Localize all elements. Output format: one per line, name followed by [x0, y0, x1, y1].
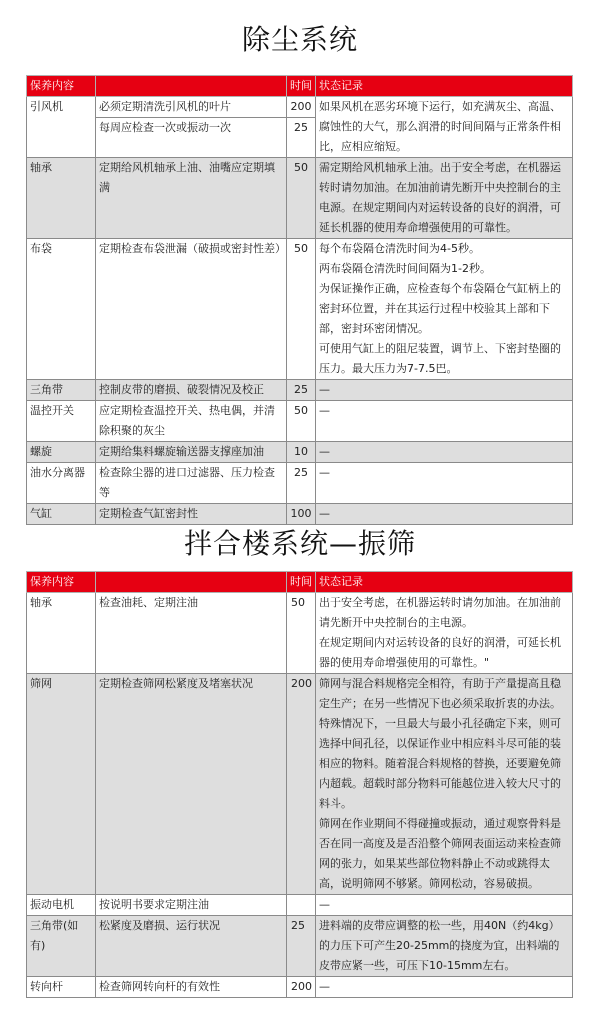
table-row	[27, 916, 573, 977]
time-cell: 200	[287, 97, 316, 118]
time-cell: 50	[287, 158, 316, 239]
record-cell: 需定期给风机轴承上油。出于安全考虑，在机器运转时请勿加油。在加油前请先断开中央控制台的主电源。在规定期间内对运转设备的良好的润滑，可延长机器的使用寿命增强使用的可靠性。	[316, 158, 573, 239]
record-line: 在规定期间内对运转设备的良好的润滑，可延长机器的使用寿命增强使用的可靠性。"	[319, 636, 561, 669]
time-cell	[287, 895, 316, 916]
table-row	[27, 977, 573, 998]
task-cell: 必须定期清洗引风机的叶片	[96, 97, 287, 118]
time-cell: 100	[287, 504, 316, 525]
item-cell: 三角带(如有)	[27, 916, 96, 977]
record-cell: —	[316, 895, 573, 916]
item-cell: 引风机	[27, 97, 96, 158]
table-row	[27, 158, 573, 239]
item-cell: 筛网	[27, 674, 96, 895]
dust-system-table	[26, 75, 573, 525]
table-row	[27, 97, 573, 118]
task-cell: 应定期检查温控开关、热电偶，并清除积聚的灰尘	[96, 401, 287, 442]
time-cell: 25	[287, 916, 316, 977]
time-cell: 25	[287, 380, 316, 401]
header-time: 时间	[287, 76, 316, 97]
section-title-dust: 除尘系统	[241, 23, 358, 56]
record-cell	[316, 674, 573, 895]
item-cell: 三角带	[27, 380, 96, 401]
table-header	[27, 76, 573, 97]
record-cell: —	[316, 463, 573, 504]
table-row	[27, 442, 573, 463]
record-cell	[316, 593, 573, 674]
header-time: 时间	[287, 572, 316, 593]
table-header	[27, 572, 573, 593]
table-row	[27, 674, 573, 895]
record-cell: 如果风机在恶劣环境下运行，如充满灰尘、高温、腐蚀性的大气，那么润滑的时间间隔与正常条件相比，应相应缩短。	[316, 97, 573, 158]
header-record: 状态记录	[316, 572, 573, 593]
record-cell: —	[316, 977, 573, 998]
table-row	[27, 401, 573, 442]
table-row	[27, 380, 573, 401]
section-title-screen: 拌合楼系统—振筛	[183, 527, 416, 560]
record-cell: 进料端的皮带应调整的松一些，用40N（约4kg）的力压下可产生20-25mm的挠度为宜，出料端的皮带应紧一些，可压下10-15mm左右。	[316, 916, 573, 977]
header-item: 保养内容	[27, 572, 96, 593]
header-task	[96, 76, 287, 97]
table-row	[27, 593, 573, 674]
vibrating-screen-table	[26, 571, 573, 998]
task-cell: 定期给集料螺旋输送器支撑座加油	[96, 442, 287, 463]
task-cell: 每周应检查一次或振动一次	[96, 118, 287, 158]
record-line: 出于安全考虑，在机器运转时请勿加油。在加油前请先断开中央控制台的主电源。	[319, 596, 561, 629]
record-cell: —	[316, 380, 573, 401]
time-cell: 200	[287, 977, 316, 998]
task-cell: 定期检查筛网松紧度及堵塞状况	[96, 674, 287, 895]
task-cell: 控制皮带的磨损、破裂情况及校正	[96, 380, 287, 401]
record-cell	[316, 239, 573, 380]
record-line: 为保证操作正确，应检查每个布袋隔仓气缸柄上的密封环位置，并在其运行过程中校验其上部和下部，密封环密闭情况。	[319, 282, 561, 335]
item-cell: 布袋	[27, 239, 96, 380]
task-cell: 定期检查气缸密封性	[96, 504, 287, 525]
time-cell: 25	[287, 463, 316, 504]
item-cell: 转向杆	[27, 977, 96, 998]
table-row	[27, 895, 573, 916]
time-cell: 50	[287, 239, 316, 380]
item-cell: 振动电机	[27, 895, 96, 916]
time-cell: 10	[287, 442, 316, 463]
task-cell: 检查油耗、定期注油	[96, 593, 287, 674]
record-line: 每个布袋隔仓清洗时间为4-5秒。	[319, 242, 480, 255]
task-cell: 按说明书要求定期注油	[96, 895, 287, 916]
record-line: 可使用气缸上的阻尼装置，调节上、下密封垫圈的压力。最大压力为7-7.5巴。	[319, 342, 561, 375]
record-line: 筛网在作业期间不得碰撞或振动，通过观察骨料是否在同一高度及是否沿整个筛网表面运动来检查筛网的张力，如果某些部位物料静止不动或跳得太高，说明筛网不够紧。筛网松动，容易破损。	[319, 817, 561, 890]
task-cell: 松紧度及磨损、运行状况	[96, 916, 287, 977]
header-task	[96, 572, 287, 593]
item-cell: 油水分离器	[27, 463, 96, 504]
record-cell: —	[316, 504, 573, 525]
item-cell: 气缸	[27, 504, 96, 525]
record-line: 筛网与混合料规格完全相符，有助于产量提高且稳定生产；在另一些情况下也必须采取折衷的办法。特殊情况下，一旦最大与最小孔径确定下来，则可选择中间孔径，以保证作业中相应料斗尽可能的装相应的物料。随着混合料规格的替换，还要避免筛内超载。超载时部分物料可能越位进入较大尺寸的料斗。	[319, 677, 561, 810]
task-cell: 定期检查布袋泄漏（破损或密封性差）	[96, 239, 287, 380]
task-cell: 检查筛网转向杆的有效性	[96, 977, 287, 998]
record-cell: —	[316, 442, 573, 463]
header-record: 状态记录	[316, 76, 573, 97]
task-cell: 检查除尘器的进口过滤器、压力检查等	[96, 463, 287, 504]
table-row	[27, 239, 573, 380]
header-item: 保养内容	[27, 76, 96, 97]
item-cell: 轴承	[27, 158, 96, 239]
record-cell: —	[316, 401, 573, 442]
task-cell: 定期给风机轴承上油、油嘴应定期填满	[96, 158, 287, 239]
time-cell: 200	[287, 674, 316, 895]
table-row	[27, 463, 573, 504]
time-cell: 50	[287, 593, 316, 674]
record-line: 两布袋隔仓清洗时间间隔为1-2秒。	[319, 262, 491, 275]
item-cell: 螺旋	[27, 442, 96, 463]
item-cell: 温控开关	[27, 401, 96, 442]
time-cell: 25	[287, 118, 316, 158]
item-cell: 轴承	[27, 593, 96, 674]
time-cell: 50	[287, 401, 316, 442]
